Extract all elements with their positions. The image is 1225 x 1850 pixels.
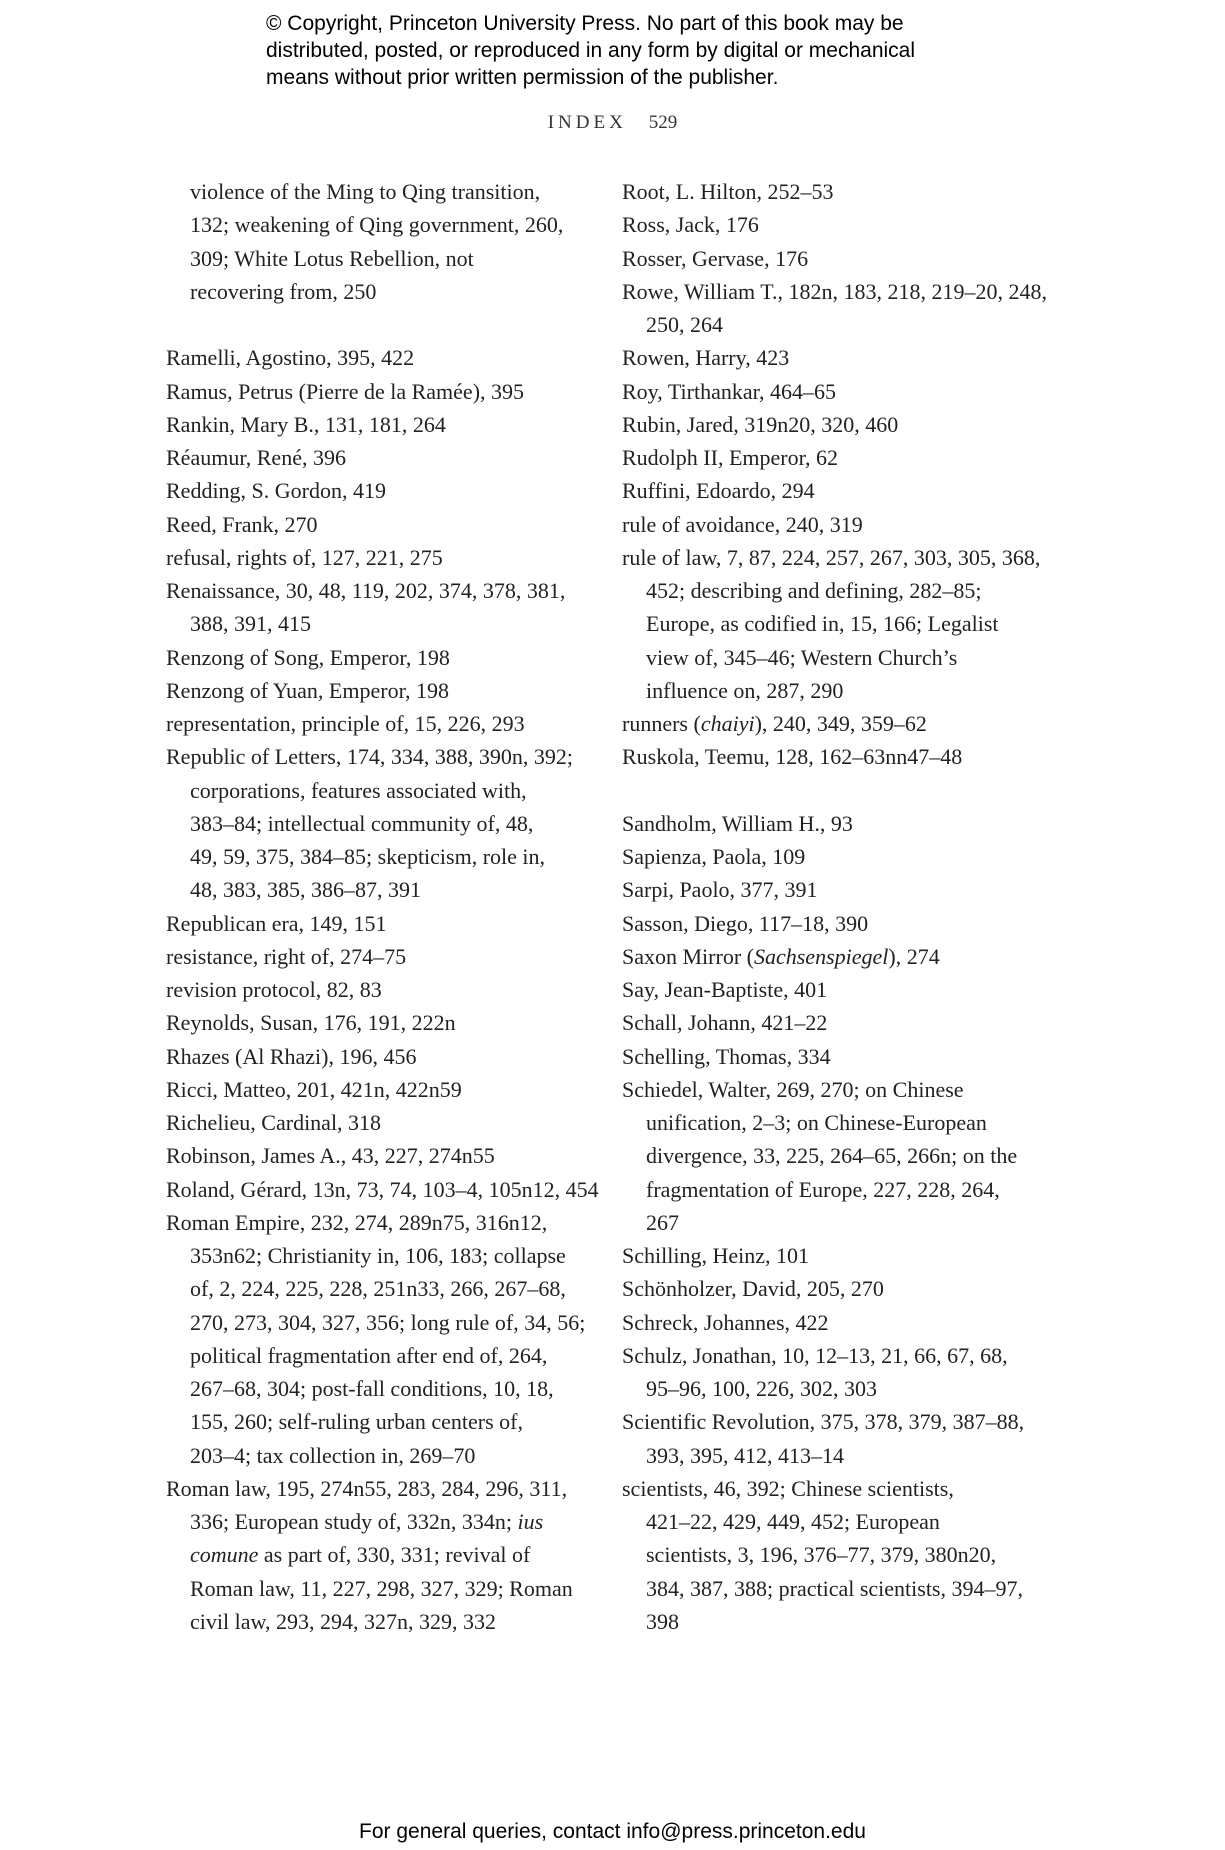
entry-italic: chaiyi <box>700 711 755 736</box>
footer-contact: For general queries, contact info@press.princeton.edu <box>359 1820 866 1843</box>
entry-line: Rosser, Gervase, 176 <box>622 245 809 271</box>
index-entry <box>622 375 1062 408</box>
index-entry <box>622 275 1062 342</box>
index-entry <box>166 1073 596 1106</box>
entry-line: Roman law, 195, 274n55, 283, 284, 296, 311, <box>166 1475 568 1501</box>
entry-line: Schulz, Jonathan, 10, 12–13, 21, 66, 67, 68, <box>622 1342 1008 1368</box>
entry-line: Renaissance, 30, 48, 119, 202, 374, 378, 381, <box>166 578 566 603</box>
index-entry <box>622 1306 1062 1339</box>
entry-line: 250, 264 <box>646 312 723 337</box>
entry-line: Ruffini, Edoardo, 294 <box>622 478 815 504</box>
entry-line <box>190 1538 596 1571</box>
index-entry <box>166 574 596 641</box>
index-entry <box>622 175 1062 208</box>
entry-line: civil law, 293, 294, 327n, 329, 332 <box>190 1608 496 1634</box>
entry-line: Sarpi, Paolo, 377, 391 <box>622 877 818 903</box>
index-entry <box>166 441 596 474</box>
entry-line: violence of the Ming to Qing transition, <box>190 179 541 204</box>
running-head <box>0 112 1225 134</box>
entry-line: political fragmentation after end of, 264, <box>190 1342 548 1368</box>
index-entry-ruskola <box>622 740 1062 773</box>
index-entry <box>622 408 1062 441</box>
copyright-line: distributed, posted, or reproduced in any form by digital or mechanical <box>266 39 916 62</box>
entry-line: Say, Jean-Baptiste, 401 <box>622 977 828 1002</box>
copyright-line: means without prior written permission of the publisher. <box>266 66 779 89</box>
entry-line: 95–96, 100, 226, 302, 303 <box>646 1376 877 1401</box>
entry-line <box>622 707 1062 740</box>
index-entry <box>166 740 596 906</box>
index-entry <box>622 1040 1062 1073</box>
index-entry <box>622 807 1062 840</box>
entry-line: Reed, Frank, 270 <box>166 511 318 537</box>
index-entry <box>166 1040 596 1073</box>
entry-line: Ramus, Petrus (Pierre de la Ramée), 395 <box>166 378 525 404</box>
entry-line: Rowe, William T., 182n, 183, 218, 219–20, 248, <box>622 278 1048 304</box>
index-entry <box>622 1006 1062 1039</box>
entry-line: Redding, S. Gordon, 419 <box>166 478 386 504</box>
entry-line: Rubin, Jared, 319n20, 320, 460 <box>622 411 899 437</box>
index-entry <box>166 641 596 674</box>
index-entry <box>166 973 596 1006</box>
index-entry <box>166 474 596 507</box>
entry-line: Root, L. Hilton, 252–53 <box>622 179 834 204</box>
index-entry <box>622 873 1062 906</box>
entry-text: ), 240, 349, 359–62 <box>754 711 927 736</box>
index-entry <box>166 1006 596 1039</box>
entry-line: 393, 395, 412, 413–14 <box>646 1442 844 1468</box>
entry-line: Schall, Johann, 421–22 <box>622 1010 828 1036</box>
entry-line: 155, 260; self-ruling urban centers of, <box>190 1409 523 1435</box>
letter-gap <box>166 308 596 341</box>
index-entry <box>622 973 1062 1006</box>
index-entry <box>166 940 596 973</box>
entry-line: Ricci, Matteo, 201, 421n, 422n59 <box>166 1076 462 1102</box>
entry-line: representation, principle of, 15, 226, 293 <box>166 711 525 736</box>
entry-line: Sasson, Diego, 117–18, 390 <box>622 910 869 936</box>
entry-line: 267–68, 304; post-fall conditions, 10, 18, <box>190 1376 554 1401</box>
index-entry <box>166 1139 596 1172</box>
index-entry <box>622 508 1062 541</box>
entry-line: 383–84; intellectual community of, 48, <box>190 810 534 836</box>
index-entry <box>622 341 1062 374</box>
entry-line: 421–22, 429, 449, 452; European <box>646 1509 940 1534</box>
continued-entry <box>166 175 596 308</box>
entry-line: Schelling, Thomas, 334 <box>622 1043 831 1069</box>
entry-line: Ross, Jack, 176 <box>622 212 759 238</box>
entry-line: Republican era, 149, 151 <box>166 910 387 936</box>
index-entry <box>622 907 1062 940</box>
entry-line: Renzong of Yuan, Emperor, 198 <box>166 677 450 703</box>
entry-line: Réaumur, René, 396 <box>166 445 346 470</box>
index-entry <box>622 1272 1062 1305</box>
entry-line: Reynolds, Susan, 176, 191, 222n <box>166 1010 456 1036</box>
entry-list <box>622 973 1062 1638</box>
entry-line: Rudolph II, Emperor, 62 <box>622 445 839 470</box>
entry-italic: Sachsenspiegel <box>753 943 889 969</box>
entry-list <box>622 175 1062 707</box>
index-entry-roman-law <box>166 1472 596 1638</box>
index-entry <box>622 1073 1062 1239</box>
entry-line: unification, 2–3; on Chinese-European <box>646 1110 987 1135</box>
index-entry <box>622 208 1062 241</box>
entry-line <box>190 1505 596 1538</box>
entry-line: Schreck, Johannes, 422 <box>622 1309 829 1335</box>
index-entry-saxon-mirror <box>622 940 1062 973</box>
entry-line: Rankin, Mary B., 131, 181, 264 <box>166 411 446 437</box>
index-entry <box>166 1206 596 1472</box>
page-number: 529 <box>648 112 678 133</box>
index-entry <box>166 508 596 541</box>
index-entry <box>166 674 596 707</box>
entry-line: scientists, 46, 392; Chinese scientists, <box>622 1475 954 1501</box>
entry-line: Robinson, James A., 43, 227, 274n55 <box>166 1143 495 1169</box>
entry-line: Renzong of Song, Emperor, 198 <box>166 644 450 670</box>
entry-line: 132; weakening of Qing government, 260, <box>190 212 564 238</box>
entry-line: Rowen, Harry, 423 <box>622 345 790 371</box>
index-entry <box>166 408 596 441</box>
index-entry <box>166 1106 596 1139</box>
copyright-notice <box>266 10 1026 91</box>
index-entry <box>166 375 596 408</box>
entry-line: refusal, rights of, 127, 221, 275 <box>166 544 443 570</box>
entry-line: 452; describing and defining, 282–85; <box>646 578 982 603</box>
index-entry <box>622 441 1062 474</box>
entry-line: Sandholm, William H., 93 <box>622 810 853 836</box>
entry-line: view of, 345–46; Western Church’s <box>646 644 958 670</box>
index-entry <box>166 907 596 940</box>
index-column-right <box>622 175 1062 1638</box>
entry-line: rule of avoidance, 240, 319 <box>622 511 863 537</box>
entry-list <box>166 341 599 1472</box>
entry-line: Republic of Letters, 174, 334, 388, 390n, 392; <box>166 744 573 770</box>
entry-line: Scientific Revolution, 375, 378, 379, 387–88, <box>622 1409 1025 1435</box>
entry-line: 384, 387, 388; practical scientists, 394–97, <box>646 1575 1023 1601</box>
entry-line: resistance, right of, 274–75 <box>166 943 407 969</box>
index-entry-runners <box>622 707 1062 740</box>
entry-line: Europe, as codified in, 15, 166; Legalist <box>646 611 999 637</box>
entry-italic: ius <box>517 1509 544 1534</box>
entry-line: of, 2, 224, 225, 228, 251n33, 266, 267–68, <box>190 1276 566 1302</box>
running-head-label: INDEX <box>547 112 627 133</box>
entry-line: Schiedel, Walter, 269, 270; on Chinese <box>622 1076 964 1102</box>
entry-line: Schilling, Heinz, 101 <box>622 1243 809 1268</box>
entry-text: Saxon Mirror ( <box>622 943 754 969</box>
copyright-line: © Copyright, Princeton University Press. No part of this book may be <box>266 12 904 35</box>
index-entry <box>622 242 1062 275</box>
entry-italic: comune <box>190 1542 259 1568</box>
index-entry <box>166 341 596 374</box>
letter-gap <box>622 774 1062 807</box>
entry-line: 398 <box>646 1608 679 1634</box>
index-entry <box>622 1239 1062 1272</box>
entry-list <box>622 807 1062 940</box>
entry-line: Ruskola, Teemu, 128, 162–63nn47–48 <box>622 744 963 770</box>
entry-line: Roland, Gérard, 13n, 73, 74, 103–4, 105n12, 454 <box>166 1176 599 1202</box>
entry-line: 49, 59, 375, 384–85; skepticism, role in, <box>190 844 546 869</box>
index-entry <box>622 1339 1062 1406</box>
entry-line: 309; White Lotus Rebellion, not <box>190 245 474 271</box>
entry-line: corporations, features associated with, <box>190 777 527 803</box>
entry-line: Roman law, 11, 227, 298, 327, 329; Roman <box>190 1575 573 1601</box>
entry-line: rule of law, 7, 87, 224, 257, 267, 303, 305, 368, <box>622 544 1041 570</box>
index-entry <box>622 1472 1062 1638</box>
entry-line: recovering from, 250 <box>190 278 377 304</box>
entry-line: Rhazes (Al Rhazi), 196, 456 <box>166 1043 417 1069</box>
entry-text: 336; European study of, 332n, 334n; <box>190 1509 518 1534</box>
entry-line: Schönholzer, David, 205, 270 <box>622 1276 884 1302</box>
index-entry <box>622 840 1062 873</box>
index-entry <box>166 1173 599 1206</box>
entry-line: fragmentation of Europe, 227, 228, 264, <box>646 1176 1000 1202</box>
entry-line: 48, 383, 385, 386–87, 391 <box>190 877 421 903</box>
entry-line: Sapienza, Paola, 109 <box>622 844 806 869</box>
entry-line: Roy, Tirthankar, 464–65 <box>622 378 837 404</box>
entry-line: divergence, 33, 225, 264–65, 266n; on the <box>646 1143 1018 1169</box>
entry-line: 203–4; tax collection in, 269–70 <box>190 1442 476 1468</box>
index-entry <box>622 1405 1062 1472</box>
entry-line: scientists, 3, 196, 376–77, 379, 380n20, <box>646 1542 997 1568</box>
entry-line: 388, 391, 415 <box>190 611 311 637</box>
entry-line: Richelieu, Cardinal, 318 <box>166 1110 382 1135</box>
entry-text: ), 274 <box>888 943 940 969</box>
entry-line: 270, 273, 304, 327, 356; long rule of, 34, 56; <box>190 1309 586 1335</box>
entry-line: influence on, 287, 290 <box>646 677 844 703</box>
index-entry <box>166 541 596 574</box>
entry-line: Ramelli, Agostino, 395, 422 <box>166 345 415 371</box>
index-entry <box>622 474 1062 507</box>
entry-text: runners ( <box>622 711 701 736</box>
entry-line: revision protocol, 82, 83 <box>166 977 382 1002</box>
entry-text: as part of, 330, 331; revival of <box>258 1542 531 1568</box>
entry-line: 353n62; Christianity in, 106, 183; collapse <box>190 1243 566 1268</box>
entry-line: 267 <box>646 1209 679 1235</box>
index-column-left <box>166 175 599 1638</box>
entry-line <box>622 940 1062 973</box>
index-entry <box>166 707 596 740</box>
entry-line: Roman Empire, 232, 274, 289n75, 316n12, <box>166 1209 548 1235</box>
index-entry <box>622 541 1062 707</box>
